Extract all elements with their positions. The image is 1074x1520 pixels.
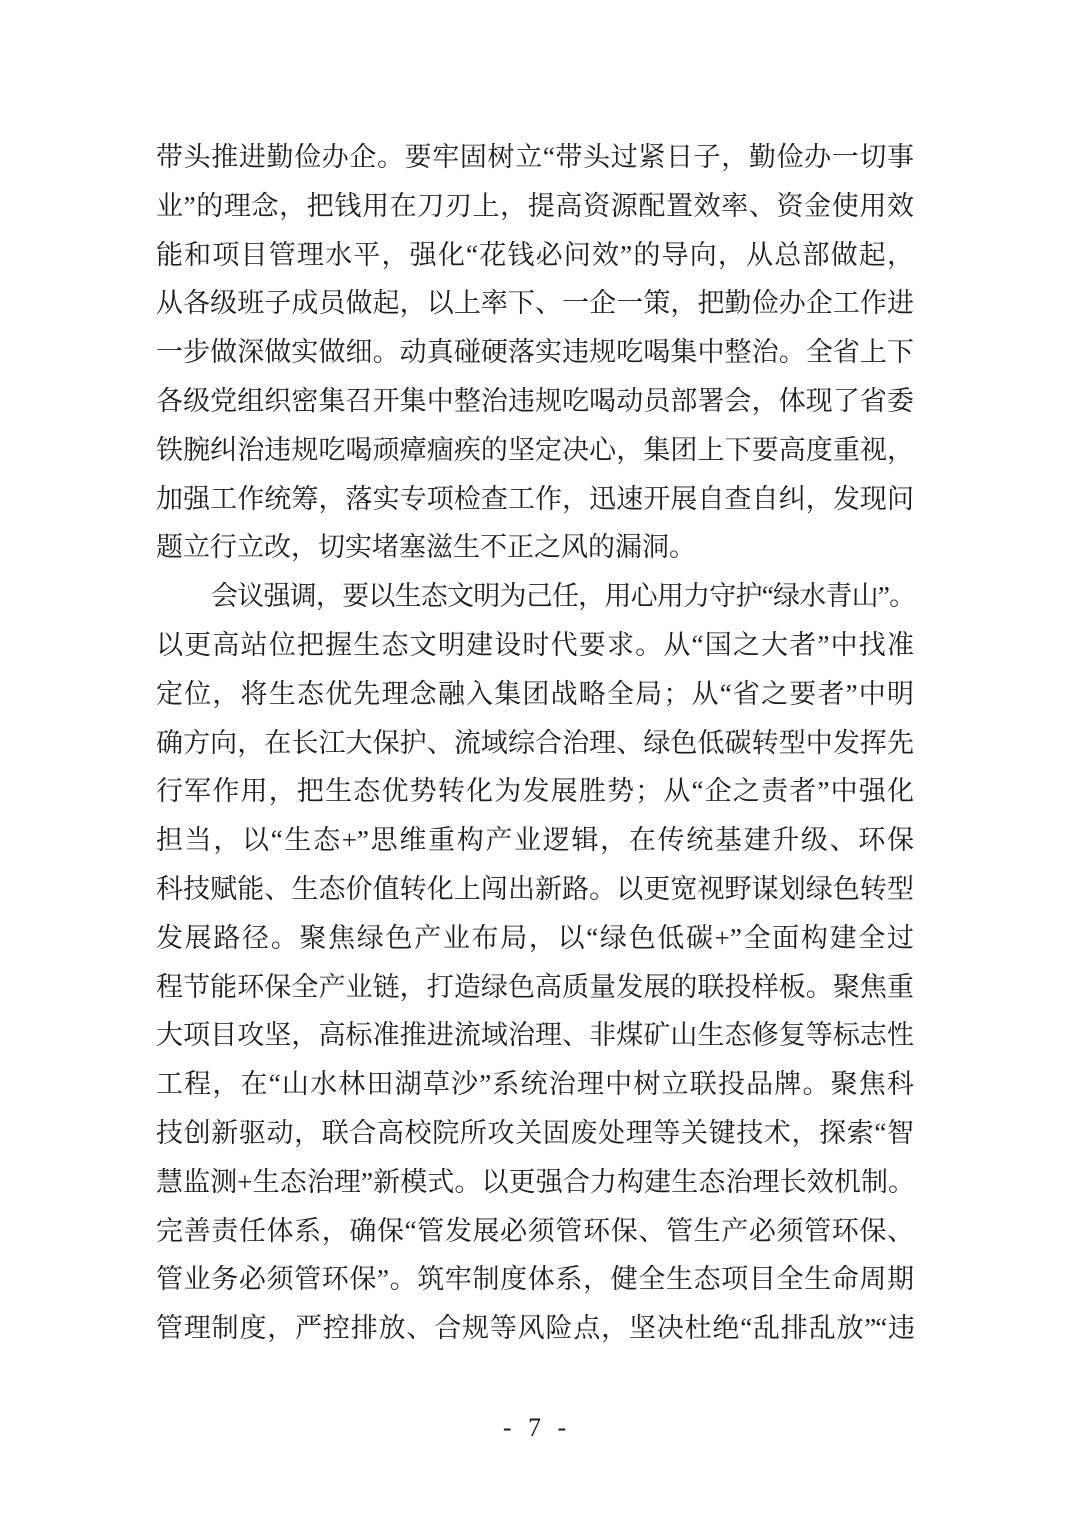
text-line: 定位，将生态优先理念融入集团战略全局；从“省之要者”中明 [156, 678, 914, 709]
text-line: 以更高站位把握生态文明建设时代要求。从“国之大者”中找准 [156, 629, 914, 660]
text-line: 管理制度，严控排放、合规等风险点，坚决杜绝“乱排乱放”“违 [156, 1313, 914, 1344]
text-line: 发展路径。聚焦绿色产业布局，以“绿色低碳+”全面构建全过 [156, 922, 914, 953]
text-line: 行军作用，把生态优势转化为发展胜势；从“企之责者”中强化 [156, 776, 914, 807]
document-body [156, 133, 914, 1353]
text-line: 担当，以“生态+”思维重构产业逻辑，在传统基建升级、环保 [156, 825, 914, 856]
text-line: 工程，在“山水林田湖草沙”系统治理中树立联投品牌。聚焦科 [156, 1069, 914, 1100]
text-line: 带头推进勤俭办企。要牢固树立“带头过紧日子，勤俭办一切事 [156, 142, 914, 172]
text-line: 加强工作统筹，落实专项检查工作，迅速开展自查自纠，发现问 [156, 483, 914, 514]
page-number: - 7 - [502, 1413, 572, 1442]
text-line: 题立行立改，切实堵塞滋生不正之风的漏洞。 [156, 532, 696, 563]
text-line: 会议强调，要以生态文明为己任，用心用力守护“绿水青山”。 [211, 581, 914, 612]
text-line: 完善责任体系，确保“管发展必须管环保、管生产必须管环保、 [156, 1215, 914, 1246]
text-line: 从各级班子成员做起，以上率下、一企一策，把勤俭办企工作进 [156, 288, 914, 319]
text-line: 一步做深做实做细。动真碰硬落实违规吃喝集中整治。全省上下 [156, 337, 914, 368]
text-line: 科技赋能、生态价值转化上闯出新路。以更宽视野谋划绿色转型 [156, 873, 914, 904]
text-line: 技创新驱动，联合高校院所攻关固废处理等关键技术，探索“智 [156, 1117, 914, 1148]
text-line: 铁腕纠治违规吃喝顽瘴痼疾的坚定决心，集团上下要高度重视， [156, 434, 914, 465]
text-line: 程节能环保全产业链，打造绿色高质量发展的联投样板。聚焦重 [156, 971, 914, 1002]
text-line: 慧监测+生态治理”新模式。以更强合力构建生态治理长效机制。 [156, 1166, 914, 1197]
text-line: 大项目攻坚，高标准推进流域治理、非煤矿山生态修复等标志性 [156, 1020, 914, 1051]
text-line: 能和项目管理水平，强化“花钱必问效”的导向，从总部做起， [156, 239, 914, 270]
paragraph [156, 133, 914, 572]
text-line: 各级党组织密集召开集中整治违规吃喝动员部署会，体现了省委 [156, 385, 914, 416]
text-line: 管业务必须管环保”。筑牢制度体系，健全生态项目全生命周期 [156, 1264, 914, 1295]
text-line: 确方向，在长江大保护、流域综合治理、绿色低碳转型中发挥先 [156, 727, 914, 758]
paragraph [156, 572, 914, 1353]
text-line: 业”的理念，把钱用在刀刃上，提高资源配置效率、资金使用效 [156, 190, 914, 221]
